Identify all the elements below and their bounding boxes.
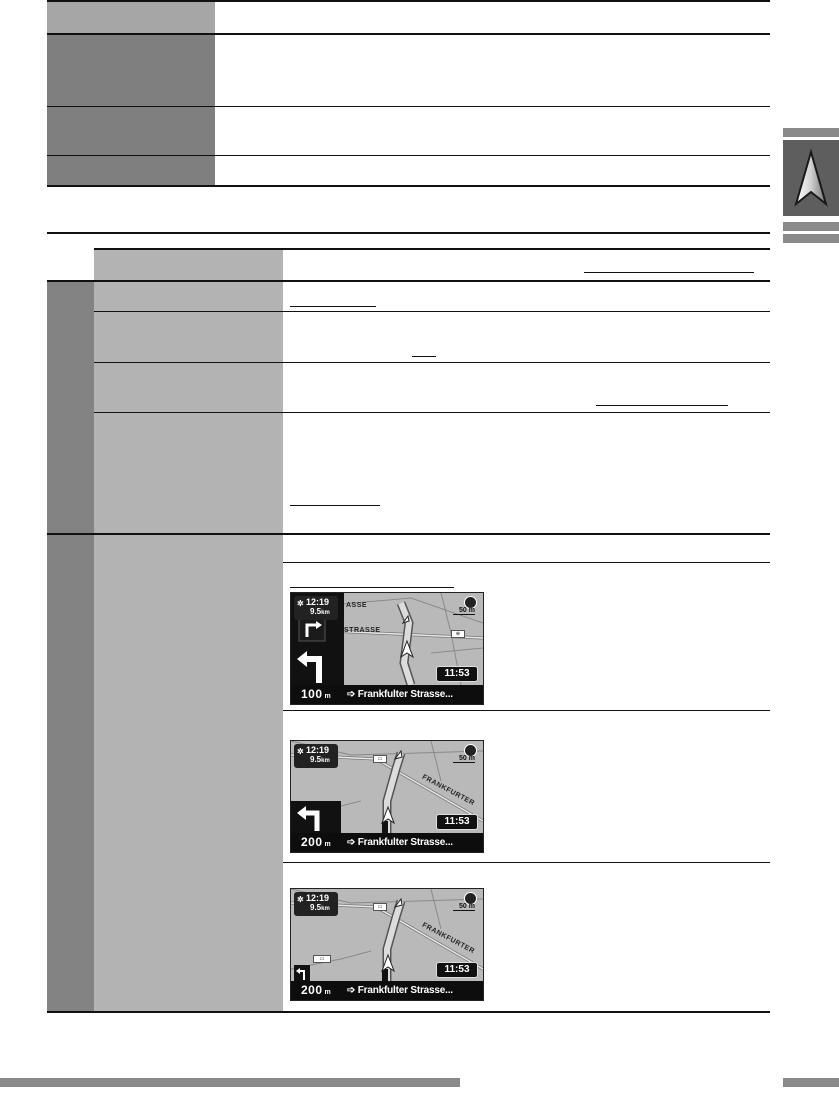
trip-info-box xyxy=(294,744,338,768)
link-underline xyxy=(290,306,376,307)
side-tab-bar xyxy=(783,222,839,231)
setting-label-cell xyxy=(94,282,283,311)
group-strip xyxy=(47,535,94,1011)
link-underline xyxy=(584,272,754,273)
next-street: ➩ Frankfulter Strasse... xyxy=(347,837,453,848)
map-street-label: FRANKFURTER xyxy=(420,773,476,808)
map-screenshot-small-arrow xyxy=(290,888,484,1001)
footer-bar-left xyxy=(0,1078,460,1087)
map-road-tag: ▭ xyxy=(313,955,331,963)
map-clock: 11:53 xyxy=(436,666,478,682)
top-table-row-label xyxy=(47,35,215,106)
map-road-tag: ⊕ xyxy=(451,630,465,638)
trip-distance: 9.5km xyxy=(310,755,330,764)
guidance-bar xyxy=(291,981,483,1000)
table-rule xyxy=(283,710,770,711)
map-street-label: STRASSE xyxy=(344,627,381,634)
top-table-row-label xyxy=(47,107,215,155)
trip-info-box xyxy=(294,596,338,620)
trip-time: 12:19 xyxy=(306,745,330,755)
top-table-row-label xyxy=(47,156,215,185)
navigation-arrow-icon xyxy=(793,148,829,213)
next-street: ➩ Frankfulter Strasse... xyxy=(347,689,453,700)
trip-info-box xyxy=(294,892,338,916)
turn-distance: 100 m xyxy=(301,687,332,701)
side-tab-bar xyxy=(783,128,839,137)
trip-distance: 9.5km xyxy=(310,903,330,912)
group-strip xyxy=(47,282,94,533)
trip-time: 12:19 xyxy=(306,597,330,607)
destination-flag-icon: ✲ xyxy=(297,895,304,904)
destination-flag-icon: ✲ xyxy=(297,747,304,756)
turn-distance: 200 m xyxy=(301,983,332,997)
setting-label-cell xyxy=(94,413,283,533)
guidance-bar xyxy=(291,833,483,852)
map-scale: 50 m xyxy=(453,755,475,763)
table-rule xyxy=(47,185,770,187)
map-screenshot-split xyxy=(290,592,484,705)
link-underline xyxy=(290,587,454,588)
map-street-label: FRANKFURTER xyxy=(420,921,476,956)
next-street: ➩ Frankfulter Strasse... xyxy=(347,985,453,996)
turn-arrow-icon xyxy=(291,801,341,833)
setting-label-cell xyxy=(94,363,283,412)
map-clock: 11:53 xyxy=(436,814,478,830)
footer-bar-right xyxy=(783,1078,839,1087)
side-tab-block xyxy=(783,140,839,216)
map-scale: 50 m xyxy=(453,903,475,911)
top-table-header-cell xyxy=(47,2,215,33)
turn-distance: 200 m xyxy=(301,835,332,849)
trip-time: 12:19 xyxy=(306,893,330,903)
table-rule xyxy=(47,232,770,234)
map-scale: 50 m xyxy=(453,607,475,615)
guidance-bar xyxy=(291,685,483,704)
link-underline xyxy=(412,356,436,357)
link-underline xyxy=(596,405,728,406)
trip-distance: 9.5km xyxy=(310,607,330,616)
map-road-tag: ▭ xyxy=(373,903,387,911)
destination-flag-icon: ✲ xyxy=(297,599,304,608)
side-tab-bar xyxy=(783,234,839,243)
table-rule xyxy=(47,1011,770,1013)
setting-label-cell xyxy=(94,535,283,1011)
turn-arrow-icon xyxy=(294,965,310,981)
map-street-label: ASSE xyxy=(346,602,368,609)
map-road-tag: ▭ xyxy=(373,755,387,763)
map-clock: 11:53 xyxy=(436,962,478,978)
table-rule xyxy=(283,862,770,863)
link-underline xyxy=(290,505,380,506)
map-screenshot-large-arrow xyxy=(290,740,484,853)
table-rule xyxy=(283,562,770,563)
settings-header-cell xyxy=(94,250,283,280)
turn-arrow-panel xyxy=(294,965,310,981)
turn-arrow-panel xyxy=(291,801,341,833)
setting-label-cell xyxy=(94,312,283,362)
